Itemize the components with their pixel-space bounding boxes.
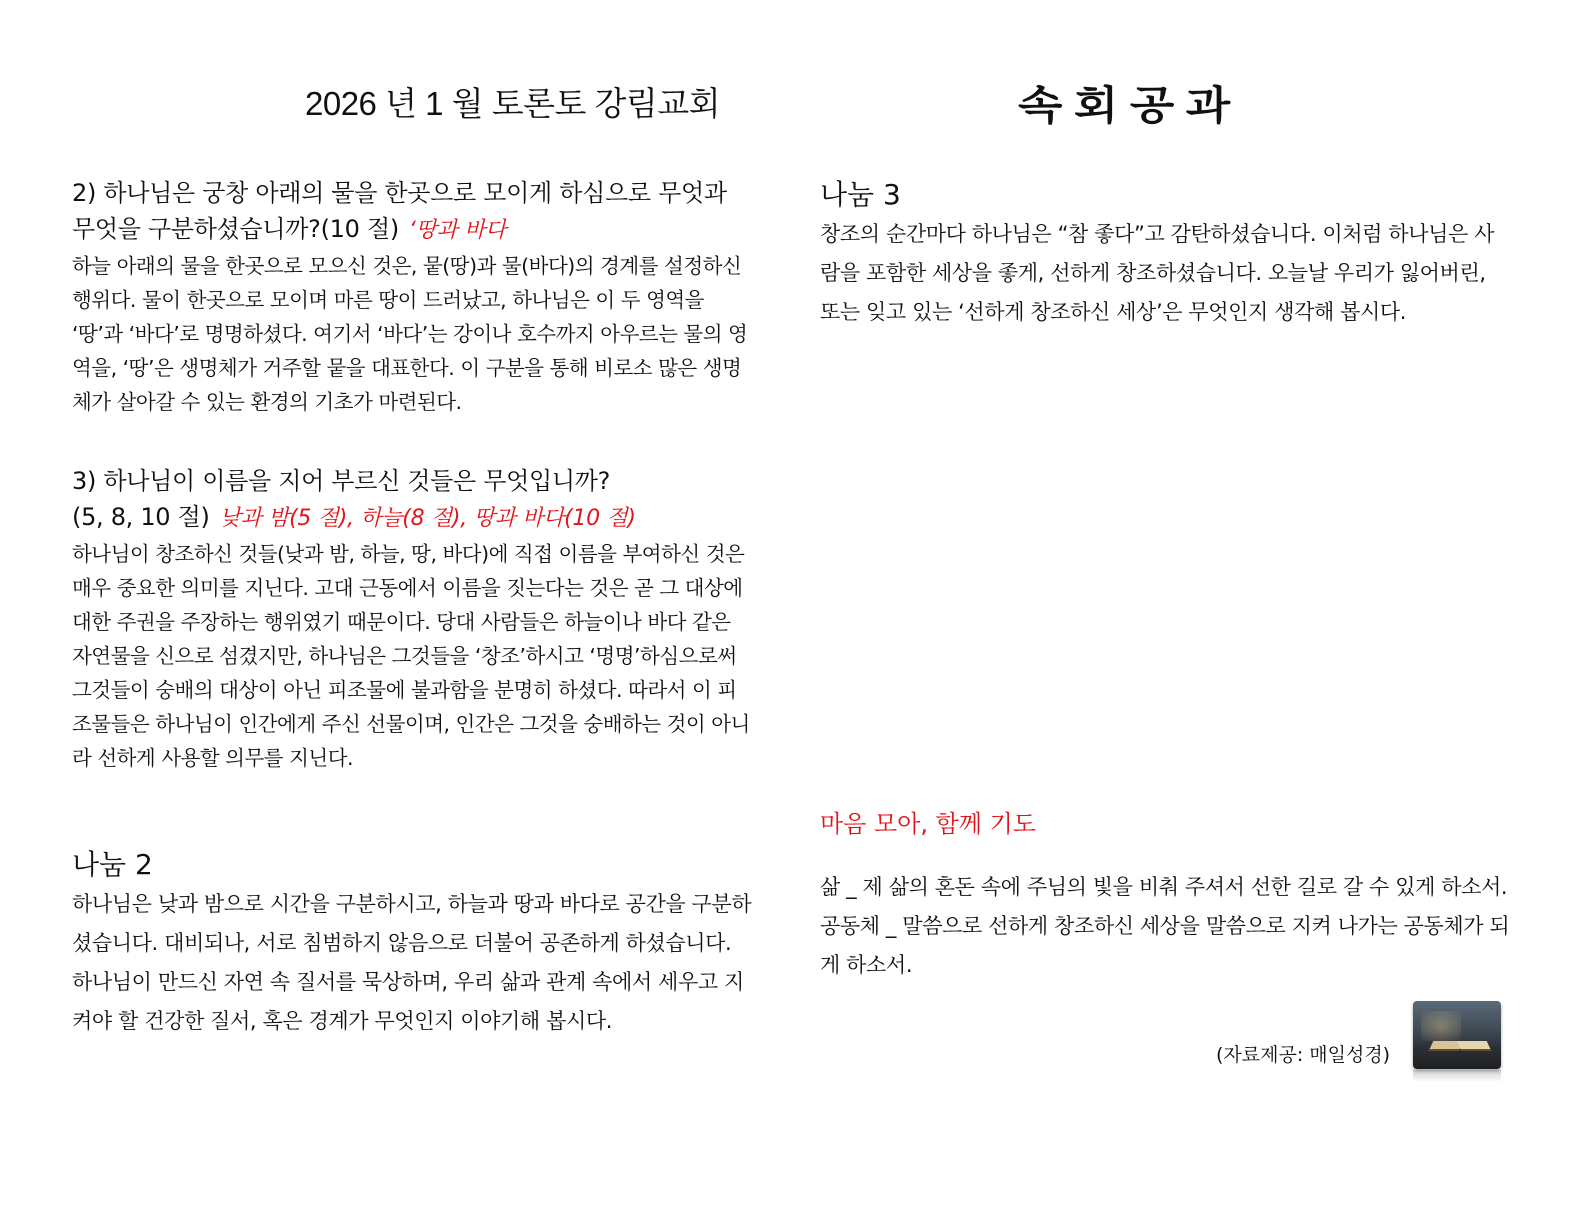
book-right-page xyxy=(1457,1041,1492,1051)
question-2-line2: 무엇을 구분하셨습니까?(10 절) xyxy=(72,215,399,243)
sharing-2-body: 하나님은 낮과 밤으로 시간을 구분하시고, 하늘과 땅과 바다로 공간을 구분하셨습니다. 대비되나, 서로 침범하지 않음으로 더불어 공존하게 하셨습니다. 하나님이 만드신 자연 속 질서를 묵상하며, 우리 삶과 관계 속에서 세우고 지켜야 할 건강한 질서, 혹은 경계가 무엇인지 이야기해 봅시다. xyxy=(72,892,752,1033)
left-column xyxy=(72,175,752,1041)
question-2-answer: ‘땅과 바다 xyxy=(408,218,507,243)
prayer-title: 마음 모아, 함께 기도 xyxy=(820,810,1036,838)
prayer-community: 공동체 _ 말씀으로 선하게 창조하신 세상을 말씀으로 지켜 나가는 공동체가 되게 하소서. xyxy=(820,914,1510,977)
question-2-line2-wrap xyxy=(72,211,752,249)
prayer-life: 삶 _ 제 삶의 혼돈 속에 주님의 빛을 비춰 주셔서 선한 길로 갈 수 있게 하소서. xyxy=(820,875,1508,899)
page-title: 2026 년 1 월 토론토 강림교회 xyxy=(305,85,721,122)
question-2-line1: 2) 하나님은 궁창 아래의 물을 한곳으로 모이게 하심으로 무엇과 xyxy=(72,179,727,207)
open-bible-image xyxy=(1413,1001,1501,1069)
source-credit: (자료제공: 매일성경) xyxy=(1216,1044,1391,1066)
sharing-3-body: 창조의 순간마다 하나님은 “참 좋다”고 감탄하셨습니다. 이처럼 하나님은 사람을 포함한 세상을 좋게, 선하게 창조하셨습니다. 오늘날 우리가 잃어버린, 또는 잊고 있는 ‘선하게 창조하신 세상’은 무엇인지 생각해 봅시다. xyxy=(820,222,1495,324)
prayer-section xyxy=(820,804,1510,985)
question-3-line2-wrap xyxy=(72,499,752,537)
sharing-3-heading: 나눔 3 xyxy=(820,178,901,211)
sharing-3 xyxy=(820,175,1510,332)
sharing-2 xyxy=(72,845,752,1041)
lesson-title: 속회공과 xyxy=(1018,83,1242,129)
question-3-line2: (5, 8, 10 절) xyxy=(72,503,210,531)
sharing-2-heading: 나눔 2 xyxy=(72,848,153,881)
right-column xyxy=(820,175,1510,332)
question-3-explanation: 하나님이 창조하신 것들(낮과 밤, 하늘, 땅, 바다)에 직접 이름을 부여하신 것은 매우 중요한 의미를 지닌다. 고대 근동에서 이름을 짓는다는 것은 곧 그 대상에 대한 주권을 주장하는 행위였기 때문이다. 당대 사람들은 하늘이나 바다 같은 자연물을 신으로 섬겼지만, 하나님은 그것들을 ‘창조’하시고 ‘명명’하심으로써 그것들이 숭배의 대상이 아닌 피조물에 불과함을 분명히 하셨다. 따라서 이 피조물들은 하나님이 인간에게 주신 선물이며, 인간은 그것을 숭배하는 것이 아니라 선하게 사용할 의무를 지닌다. xyxy=(72,542,750,770)
question-3 xyxy=(72,463,752,775)
question-2 xyxy=(72,175,752,419)
light-glow xyxy=(1421,1011,1461,1041)
question-3-answer: 낮과 밤(5 절), 하늘(8 절), 땅과 바다(10 절) xyxy=(219,506,636,531)
image-reflection xyxy=(1413,1070,1501,1082)
question-3-line1: 3) 하나님이 이름을 지어 부르신 것들은 무엇입니까? xyxy=(72,467,611,495)
question-2-explanation: 하늘 아래의 물을 한곳으로 모으신 것은, 뭍(땅)과 물(바다)의 경계를 설정하신 행위다. 물이 한곳으로 모이며 마른 땅이 드러났고, 하나님은 이 두 영역을 ‘땅’과 ‘바다’로 명명하셨다. 여기서 ‘바다’는 강이나 호수까지 아우르는 물의 영역을, ‘땅’은 생명체가 거주할 뭍을 대표한다. 이 구분을 통해 비로소 많은 생명체가 살아갈 수 있는 환경의 기초가 마련된다. xyxy=(72,254,748,414)
